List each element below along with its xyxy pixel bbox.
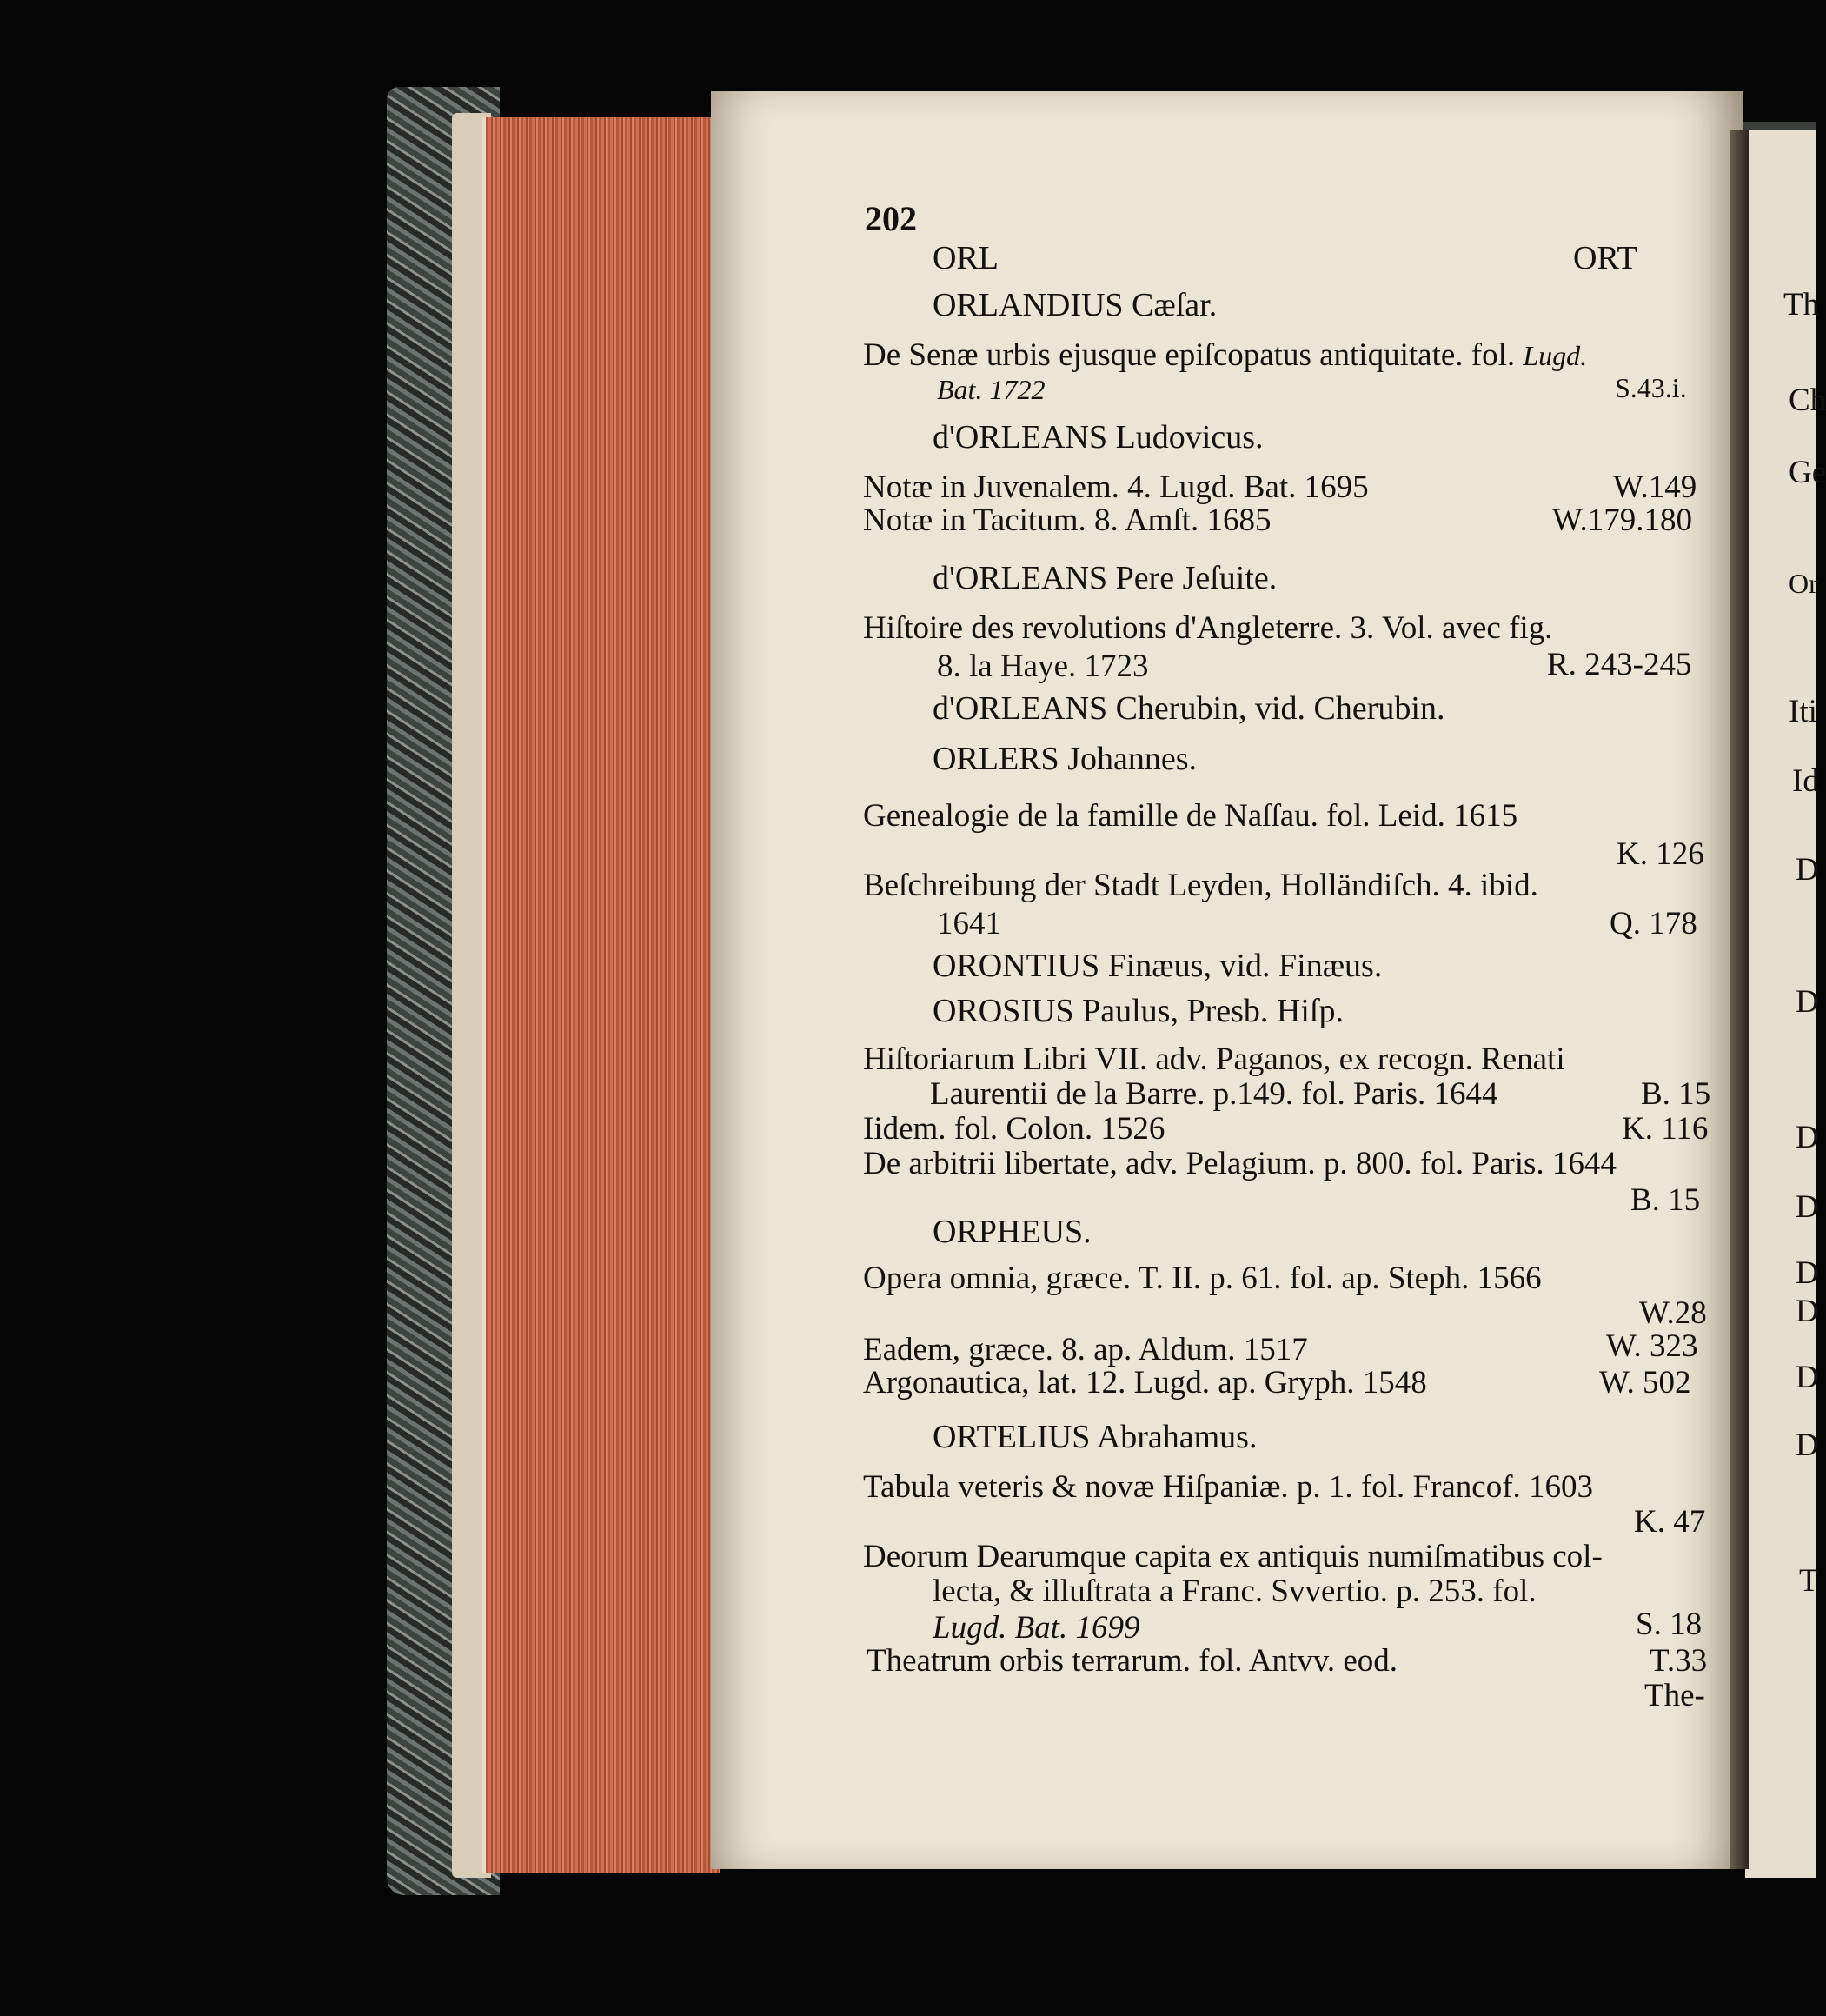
heading-orlers: ORLERS Johannes. (933, 741, 1197, 777)
shelf-mark: B. 15 (1630, 1182, 1701, 1218)
heading-orpheus: ORPHEUS. (933, 1214, 1092, 1250)
right-fragment: T (1799, 1563, 1819, 1599)
heading-orontius: ORONTIUS Finæus, vid. Finæus. (933, 948, 1383, 984)
entry-line: Notæ in Juvenalem. 4. Lugd. Bat. 1695 (863, 469, 1369, 505)
entry-line: Theatrum orbis terrarum. fol. Antvv. eod. (867, 1643, 1398, 1679)
shelf-mark: K. 126 (1617, 836, 1704, 872)
entry-line: Hiſtoire des revolutions d'Angleterre. 3. Vol. avec fig. (863, 610, 1553, 646)
shelf-mark: W.149 (1613, 469, 1697, 505)
heading-orleans-pere: d'ORLEANS Pere Jeſuite. (933, 560, 1278, 596)
right-fragment: D (1796, 1120, 1819, 1155)
page-gutter (1730, 130, 1749, 1869)
entry-line: Hiſtoriarum Libri VII. adv. Paganos, ex recogn. Renati (863, 1041, 1565, 1077)
entry-line: Beſchreibung der Stadt Leyden, Holländiſch. 4. ibid. (863, 868, 1538, 903)
heading-orleans-ludovicus: d'ORLEANS Ludovicus. (933, 419, 1264, 456)
shelf-mark: W.179.180 (1552, 502, 1693, 538)
page-number: 202 (865, 199, 917, 238)
right-fragment: D (1796, 1189, 1819, 1225)
entry-line: Eadem, græce. 8. ap. Aldum. 1517 (863, 1332, 1308, 1367)
heading-orlandius: ORLANDIUS Cæſar. (933, 287, 1218, 323)
shelf-mark: R. 243-245 (1547, 647, 1692, 682)
heading-ortelius: ORTELIUS Abrahamus. (933, 1419, 1258, 1455)
right-fragment: D (1796, 1255, 1819, 1291)
heading-orosius: OROSIUS Paulus, Presb. Hiſp. (933, 993, 1344, 1029)
right-fragment: Ge (1789, 455, 1826, 490)
right-fragment: Iti (1789, 694, 1817, 729)
right-fragment: D (1796, 984, 1819, 1020)
shelf-mark: T.33 (1650, 1643, 1708, 1679)
heading-orleans-cherubin: d'ORLEANS Cherubin, vid. Cherubin. (933, 690, 1445, 727)
right-fragment: D (1796, 1294, 1819, 1329)
red-page-edges (482, 117, 720, 1873)
entry-line: Argonautica, lat. 12. Lugd. ap. Gryph. 1548 (863, 1365, 1427, 1401)
running-head-right: ORT (1573, 240, 1637, 276)
right-fragment: D (1796, 852, 1819, 888)
right-fragment: Or (1789, 568, 1818, 599)
entry-line: Genealogie de la famille de Naſſau. fol. Leid. 1615 (863, 798, 1518, 834)
entry-line: Iidem. fol. Colon. 1526 (863, 1111, 1165, 1147)
right-fragment: D (1796, 1360, 1819, 1395)
shelf-mark: W. 502 (1599, 1365, 1691, 1401)
entry-line: De arbitrii libertate, adv. Pelagium. p. 800. fol. Paris. 1644 (863, 1146, 1617, 1181)
entry-line: 8. la Haye. 1723 (937, 649, 1149, 684)
shelf-mark: W. 323 (1606, 1328, 1698, 1364)
right-fragment: Ch (1789, 383, 1826, 418)
shelf-mark: K. 47 (1634, 1504, 1706, 1540)
entry-line: Deorum Dearumque capita ex antiquis numiſmatibus col- (863, 1539, 1603, 1574)
shelf-mark: Q. 178 (1610, 906, 1697, 941)
entry-line: Notæ in Tacitum. 8. Amſt. 1685 (863, 502, 1272, 538)
entry-line: Lugd. Bat. 1699 (933, 1610, 1140, 1646)
right-fragment: Th (1783, 287, 1820, 323)
entry-line: Bat. 1722 (937, 374, 1046, 405)
right-fragment: Id (1792, 763, 1819, 799)
entry-line: Tabula veteris & novæ Hiſpaniæ. p. 1. fol. Francof. 1603 (863, 1469, 1594, 1505)
shelf-mark: B. 15 (1641, 1076, 1711, 1112)
shelf-mark: S. 18 (1636, 1607, 1703, 1642)
right-fragment: D (1796, 1427, 1819, 1463)
entry-line: 1641 (937, 906, 1001, 941)
shelf-mark: S.43.i. (1615, 372, 1687, 403)
entry-line: Opera omnia, græce. T. II. p. 61. fol. ap. Steph. 1566 (863, 1261, 1542, 1296)
entry-line: Laurentii de la Barre. p.149. fol. Paris. 1644 (930, 1076, 1498, 1112)
entry-line: lecta, & illuſtrata a Franc. Svvertio. p. 253. fol. (933, 1574, 1537, 1609)
running-head-left: ORL (933, 240, 999, 276)
entry-line: De Senæ urbis ejusque epiſcopatus antiquitate. fol. Lugd. (863, 337, 1588, 373)
shelf-mark: K. 116 (1622, 1111, 1709, 1147)
catchword: The- (1644, 1678, 1705, 1713)
shelf-mark: W.28 (1639, 1295, 1707, 1331)
